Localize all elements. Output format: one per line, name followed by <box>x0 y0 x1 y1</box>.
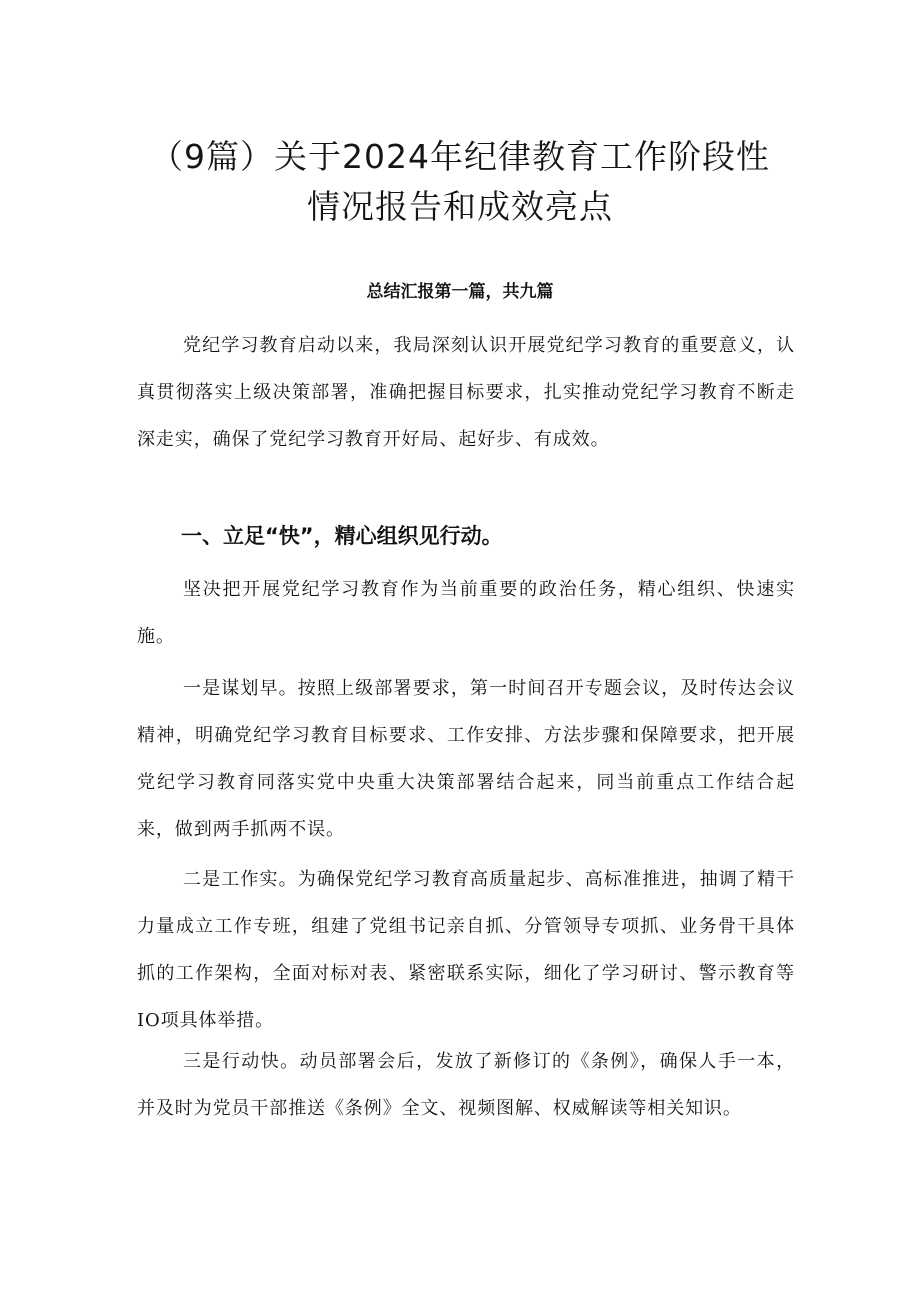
section-1-heading: 一、立足“快”，精心组织见行动。 <box>181 524 503 548</box>
point-1-paragraph: 一是谋划早。按照上级部署要求，第一时间召开专题会议，及时传达会议精神，明确党纪学习教育目标要求、工作安排、方法步骤和保障要求，把开展党纪学习教育同落实党中央重大决策部署结合起来，同当前重点工作结合起来，做到两手抓两不误。 <box>137 678 795 840</box>
intro-paragraph: 党纪学习教育启动以来，我局深刻认识开展党纪学习教育的重要意义，认真贯彻落实上级决策部署，准确把握目标要求，扎实推动党纪学习教育不断走深走实，确保了党纪学习教育开好局、起好步、有成效。 <box>137 335 795 450</box>
section-subtitle: 总结汇报第一篇，共九篇 <box>366 282 554 302</box>
point-2-paragraph: 二是工作实。为确保党纪学习教育高质量起步、高标准推进，抽调了精干力量成立工作专班，组建了党组书记亲自抓、分管领导专项抓、业务骨干具体抓的工作架构，全面对标对表、紧密联系实际，细化了学习研讨、警示教育等IO项具体举措。 <box>137 869 795 1031</box>
document-title <box>130 132 790 232</box>
title-line-1: （9篇）关于2024年纪律教育工作阶段性 <box>150 137 770 177</box>
point-3-paragraph: 三是行动快。动员部署会后，发放了新修订的《条例》，确保人手一本，并及时为党员干部推送《条例》全文、视频图解、权威解读等相关知识。 <box>137 1051 795 1119</box>
title-line-2: 情况报告和成效亮点 <box>307 187 613 227</box>
section-1-intro-paragraph: 坚决把开展党纪学习教育作为当前重要的政治任务，精心组织、快速实施。 <box>137 579 795 647</box>
